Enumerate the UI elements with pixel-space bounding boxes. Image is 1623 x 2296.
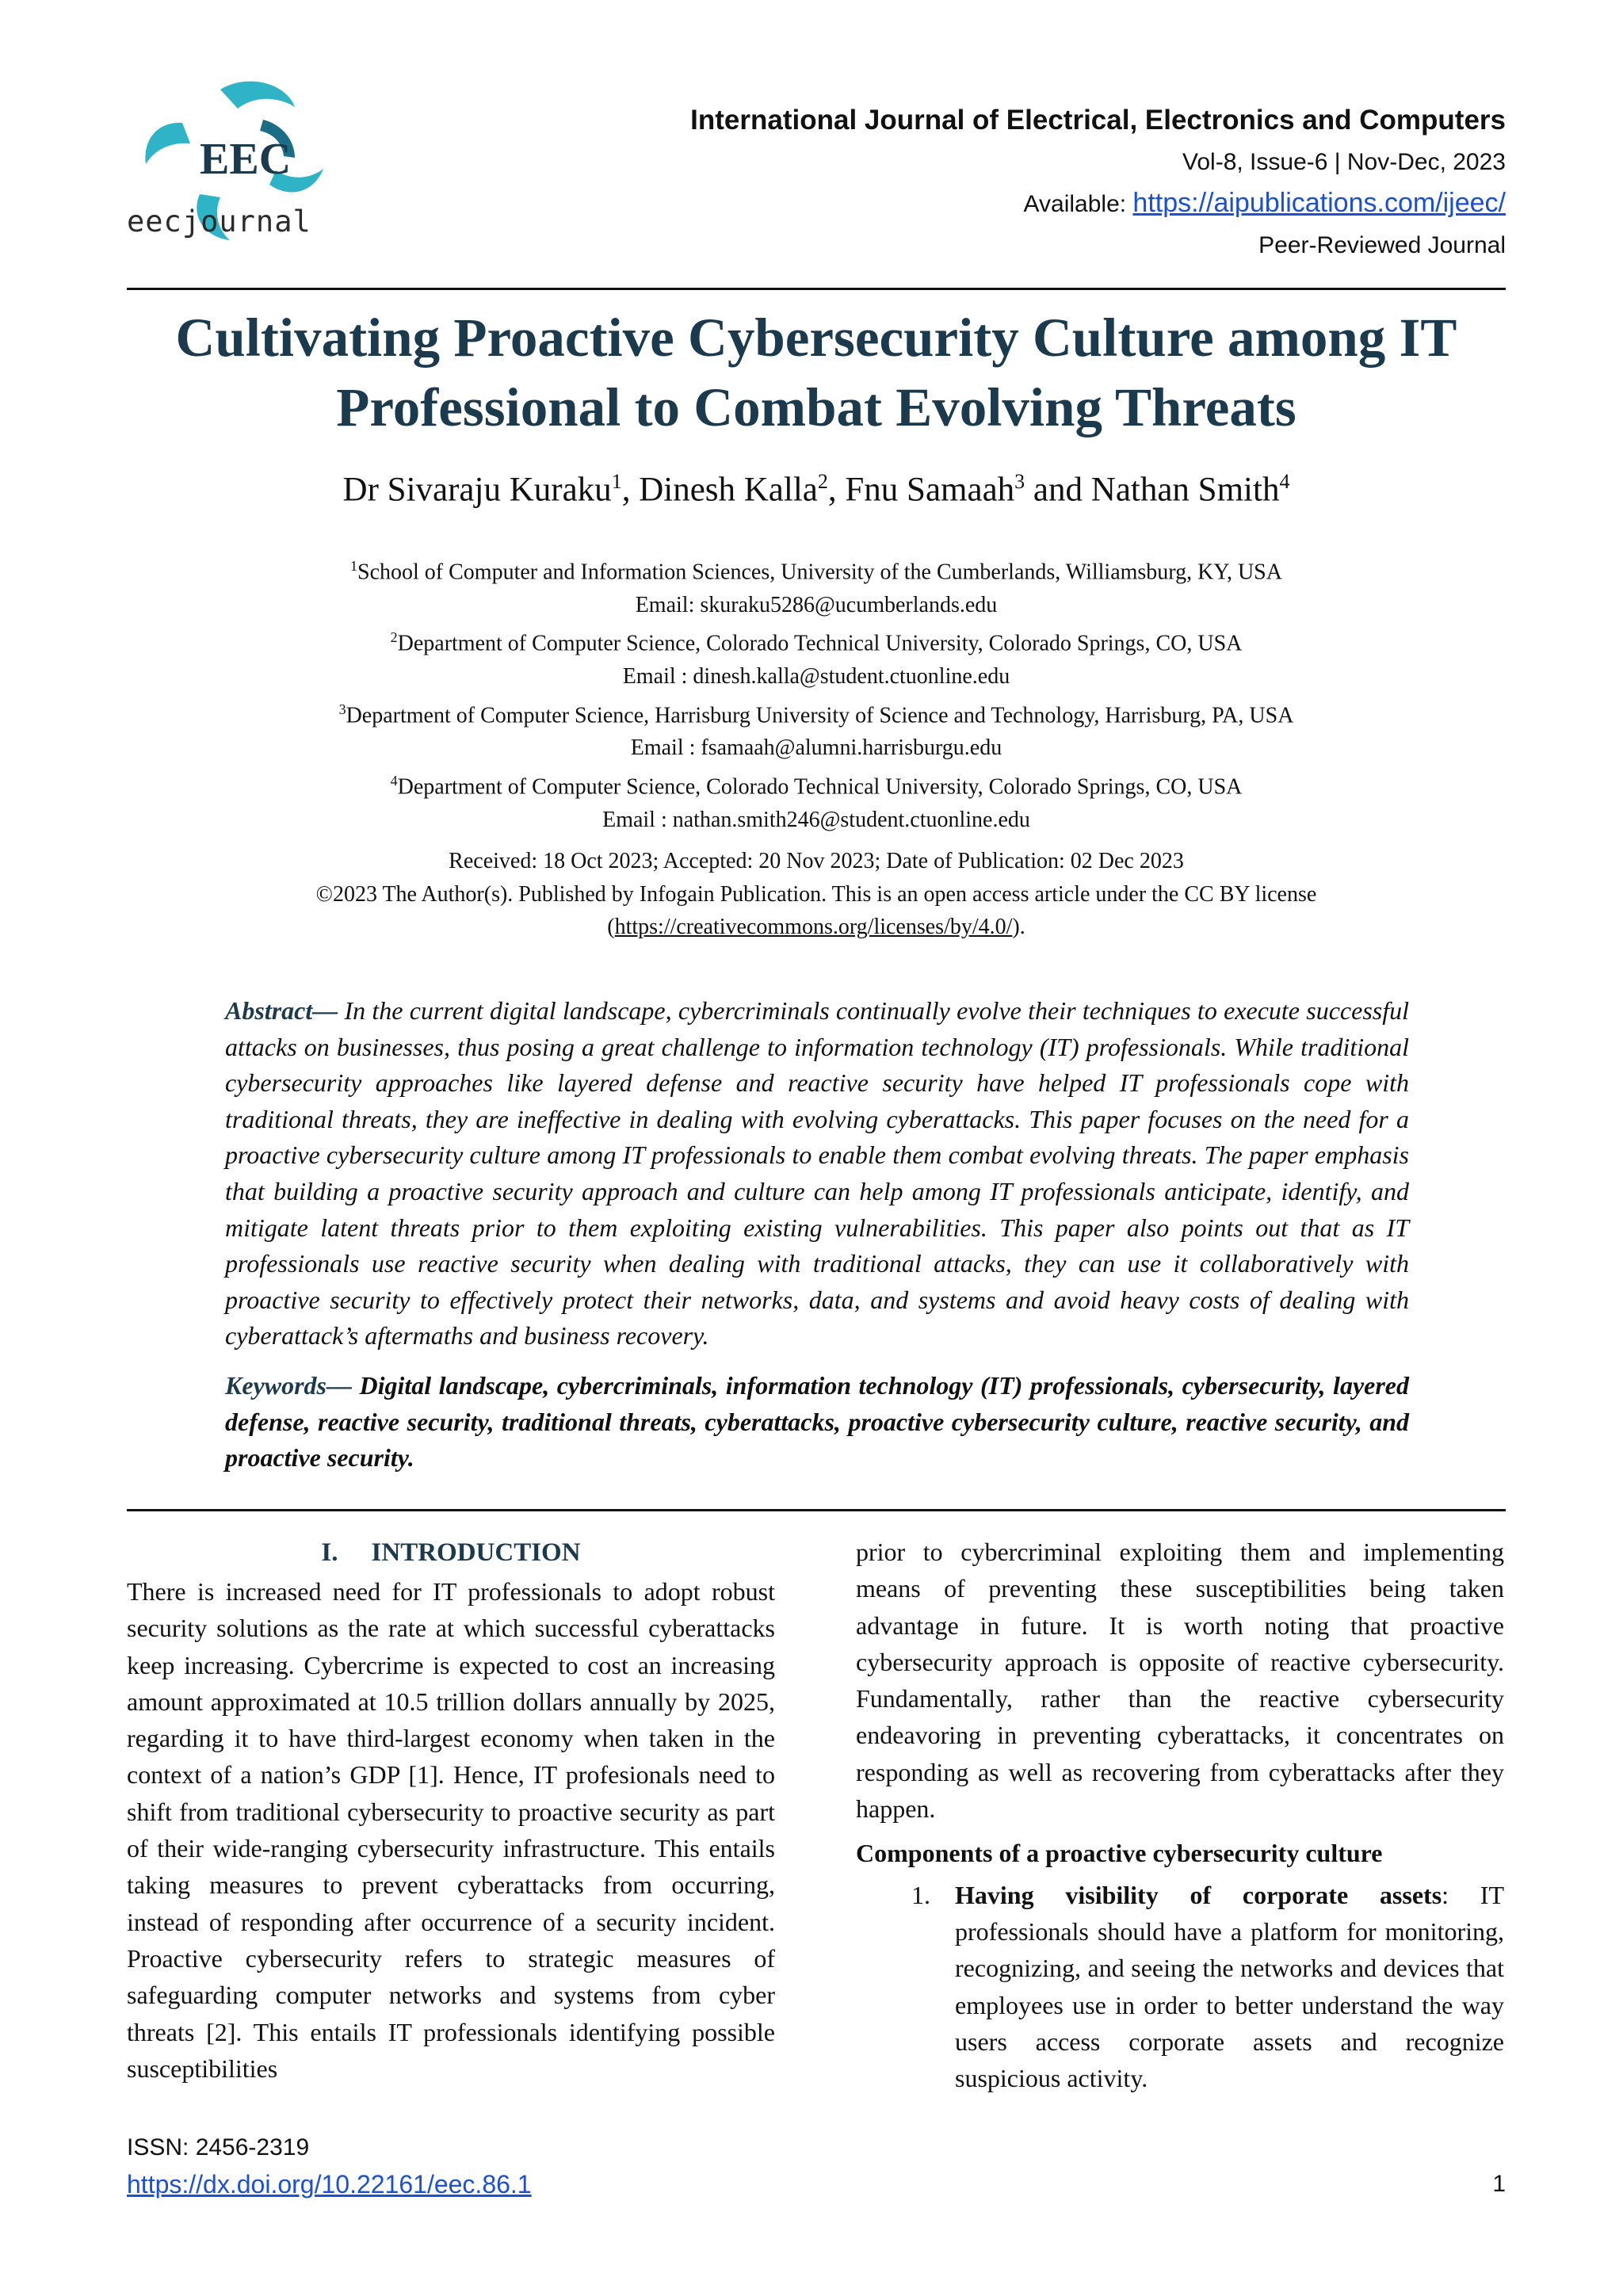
author-name: Dr Sivaraju Kuraku [342, 471, 612, 509]
paper-title [127, 303, 1506, 442]
affiliation-line [127, 765, 1506, 804]
keywords-text: Digital landscape, cybercriminals, information technology (IT) professionals, cybersecurity, layered defense, reactive security, traditional threats, cyberattacks, proactive cybersecurity culture, reactive security, and proactive security. [225, 1371, 1409, 1473]
affiliation-sup: 3 [338, 701, 346, 717]
author-list [127, 458, 1506, 514]
author-sup: 2 [817, 470, 828, 493]
title-line-2: Professional to Combat Evolving Threats [336, 377, 1296, 437]
header-divider [127, 288, 1506, 290]
author-sup: 3 [1014, 470, 1025, 493]
peer-reviewed-label: Peer-Reviewed Journal [1258, 232, 1506, 258]
author-separator: , [827, 471, 846, 509]
author-separator: and [1025, 471, 1091, 509]
affiliation-text: Department of Computer Science, Colorado Technical University, Colorado Springs, CO, USA [397, 774, 1243, 800]
affiliation-sup: 1 [350, 558, 358, 574]
journal-info [690, 101, 1506, 266]
license-paren: ( [607, 915, 615, 939]
abstract-divider [127, 1509, 1506, 1511]
affiliations [127, 550, 1506, 836]
affiliation-sup: 2 [390, 629, 398, 646]
affiliation-text: Department of Computer Science, Harrisburg University of Science and Technology, Harrisburg, PA, USA [346, 702, 1294, 728]
available-label: Available: [1023, 191, 1133, 217]
title-line-1: Cultivating Proactive Cybersecurity Culture among IT [175, 308, 1457, 368]
intro-continuation: prior to cybercriminal exploiting them and implementing means of preventing these susceptibilities being taken advantage in future. It is worth noting that proactive cybersecurity approach is opposite of reactive cybersecurity. Fundamentally, rather than the reactive cybersecurity endeavoring in preventing cyberattacks, it concentrates on responding as well as recovering from cyberattacks after they happen. [856, 1538, 1504, 1824]
copyright-notice: ©2023 The Author(s). Published by Infogain Publication. This is an open access article under the CC BY license [315, 881, 1317, 907]
abstract [225, 993, 1409, 1354]
list-item-title: Having visibility of corporate assets [955, 1880, 1442, 1909]
journal-availability [690, 182, 1506, 225]
page-number: 1 [1492, 2171, 1506, 2197]
license-line [127, 911, 1506, 944]
affiliation-email: Email : fsamaah@alumni.harrisburgu.edu [630, 735, 1002, 761]
list-item-number: 1. [911, 1880, 930, 1909]
doi-link[interactable]: https://dx.doi.org/10.22161/eec.86.1 [127, 2170, 532, 2199]
license-link[interactable]: https://creativecommons.org/licenses/by/4.0/ [614, 915, 1013, 939]
right-column [856, 1534, 1504, 2096]
affiliation-line [127, 621, 1506, 660]
subsection-heading: Components of a proactive cybersecurity culture [856, 1839, 1383, 1868]
left-column [127, 1534, 775, 2087]
publication-info [127, 845, 1506, 944]
abstract-label: Abstract— [225, 996, 338, 1025]
received-dates: Received: 18 Oct 2023; Accepted: 20 Nov 2023; Date of Publication: 02 Dec 2023 [449, 849, 1184, 873]
list-item-text: : IT professionals should have a platform for monitoring, recognizing, and seeing the networks and devices that employees use in order to better understand the way users access corporate assets and recognize suspicious activity. [955, 1880, 1504, 2093]
footer-issn: ISSN: 2456-2319 [127, 2134, 310, 2160]
logo-wordmark: eecjournal [127, 204, 311, 239]
author-sup: 1 [611, 470, 622, 493]
affiliation-text: School of Computer and Information Sciences, University of the Cumberlands, Williamsburg, KY, USA [357, 560, 1282, 585]
author-name: Dinesh Kalla [639, 471, 818, 509]
abstract-text: In the current digital landscape, cybercriminals continually evolve their techniques to execute successful attacks on businesses, thus posing a great challenge to information technology (IT) professionals. While traditional cybersecurity approaches like layered defense and reactive security have helped IT professionals cope with traditional threats, they are ineffective in dealing with evolving cyberattacks. This paper focuses on the need for a proactive cybersecurity culture among IT professionals to enable them combat evolving threats. The paper emphasis that building a proactive security approach and culture can help among IT professionals anticipate, identify, and mitigate latent threats prior to them exploiting existing vulnerabilities. This paper also points out that as IT professionals use reactive security when dealing with traditional attacks, they can use it collaboratively with proactive security to effectively protect their networks, data, and systems and avoid heavy costs of dealing with cyberattack’s aftermaths and business recovery. [225, 996, 1409, 1350]
affiliation-line [127, 693, 1506, 732]
affiliation-line [127, 550, 1506, 589]
license-paren: ). [1012, 915, 1025, 939]
journal-volume: Vol-8, Issue-6 | Nov-Dec, 2023 [1182, 149, 1506, 175]
author-sup: 4 [1279, 470, 1290, 493]
affiliation-sup: 4 [390, 772, 398, 789]
keywords [225, 1368, 1409, 1477]
affiliation-text: Department of Computer Science, Colorado Technical University, Colorado Springs, CO, USA [397, 631, 1243, 656]
intro-paragraph: There is increased need for IT professionals to adopt robust security solutions as the rate at which successful cyberattacks keep increasing. Cybercrime is expected to cost an increasing amount approximated at 10.5 trillion dollars annually by 2025, regarding it to have third-largest economy when taken in the context of a nation’s GDP [1]. Hence, IT profesionals need to shift from traditional cybersecurity to proactive security as part of their wide-ranging cybersecurity infrastructure. This entails taking measures to prevent cyberattacks from occurring, instead of responding after occurrence of a security incident. Proactive cybersecurity refers to strategic measures of safeguarding computer networks and systems from cyber threats [2]. This entails IT professionals identifying possible susceptibilities [127, 1577, 775, 2083]
affiliation-email: Email: skuraku5286@ucumberlands.edu [635, 592, 998, 617]
section-title: INTRODUCTION [371, 1538, 581, 1567]
author-separator: , [621, 471, 640, 509]
affiliation-email: Email : nathan.smith246@student.ctuonline.edu [602, 807, 1030, 832]
author-name: Fnu Samaah [845, 471, 1015, 509]
journal-name: International Journal of Electrical, Electronics and Computers [690, 105, 1506, 136]
author-name: Nathan Smith [1090, 471, 1280, 509]
section-heading [127, 1534, 775, 1572]
section-number: I. [321, 1538, 338, 1567]
keywords-label: Keywords— [225, 1371, 352, 1400]
list-item-body [955, 1877, 1504, 2097]
list-item [856, 1877, 1504, 2097]
affiliation-email: Email : dinesh.kalla@student.ctuonline.edu [622, 664, 1010, 690]
journal-url-link[interactable]: https://aipublications.com/ijeec/ [1132, 188, 1506, 218]
logo-acronym: EEC [200, 135, 292, 184]
